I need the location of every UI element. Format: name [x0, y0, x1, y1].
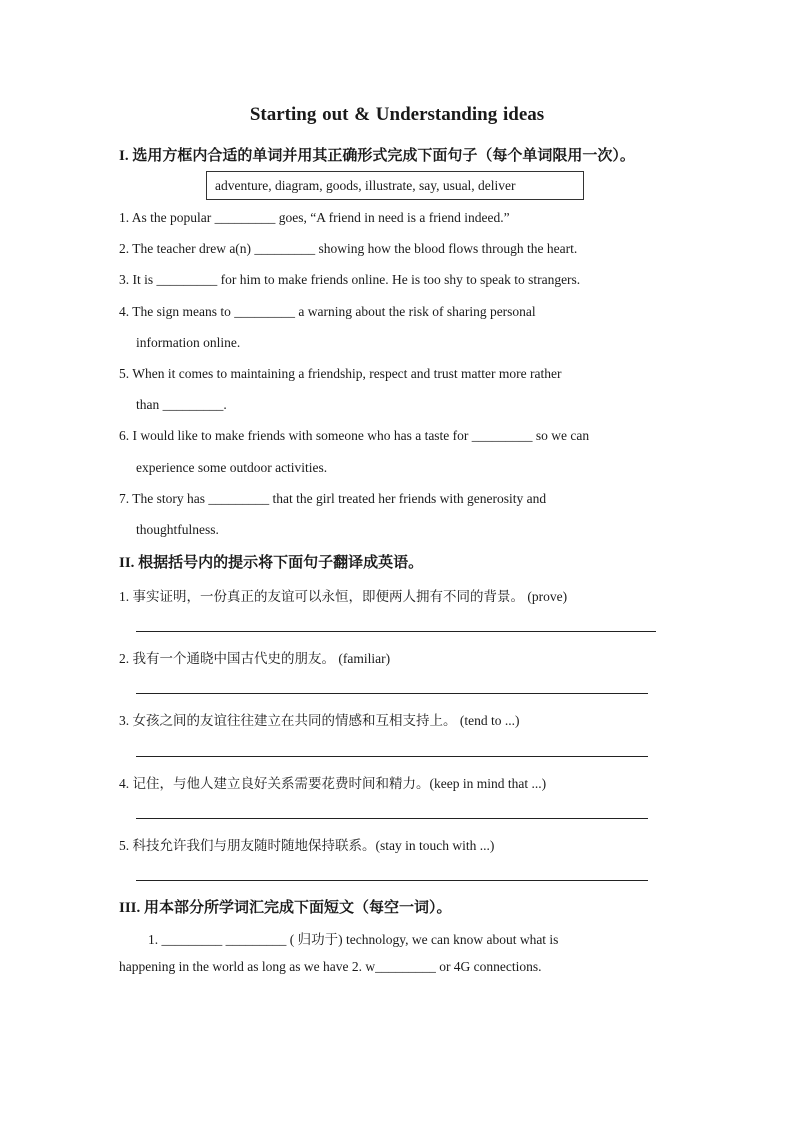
section-2-item-3: 3. 女孩之间的友谊往往建立在共同的情感和互相支持上。 (tend to ...): [119, 713, 520, 728]
word-box: adventure, diagram, goods, illustrate, say, usual, deliver: [206, 171, 584, 200]
section-1-item-4-continuation: information online.: [136, 335, 241, 350]
section-1-item-7-continuation: thoughtfulness.: [136, 522, 219, 537]
section-1-heading: I. 选用方框内合适的单词并用其正确形式完成下面句子（每个单词限用一次）。: [119, 148, 635, 164]
section-3-passage-line-1: 1. _________ _________ ( 归功于) technology, we can know about what is: [148, 932, 559, 947]
section-2-item-5: 5. 科技允许我们与朋友随时随地保持联系。(stay in touch with ...): [119, 838, 495, 853]
section-1-item-2: 2. The teacher drew a(n) _________ showing how the blood flows through the heart.: [119, 241, 578, 256]
section-1-item-6: 6. I would like to make friends with someone who has a taste for _________ so we can: [119, 428, 590, 443]
section-2-heading: II. 根据括号内的提示将下面句子翻译成英语。: [119, 555, 424, 571]
page-title: Starting out & Understanding ideas: [249, 104, 545, 125]
section-1-item-6-continuation: experience some outdoor activities.: [136, 460, 328, 475]
section-1-item-5-continuation: than _________.: [136, 397, 227, 412]
section-2-item-2: 2. 我有一个通晓中国古代史的朋友。 (familiar): [119, 651, 391, 666]
section-1-item-4: 4. The sign means to _________ a warning about the risk of sharing personal: [119, 304, 536, 319]
section-3-passage-line-2: happening in the world as long as we have 2. w_________ or 4G connections.: [119, 959, 542, 974]
answer-line-5[interactable]: [136, 880, 648, 881]
section-1-item-3: 3. It is _________ for him to make friends online. He is too shy to speak to strangers.: [119, 272, 581, 287]
answer-line-4[interactable]: [136, 818, 648, 819]
answer-line-3[interactable]: [136, 756, 648, 757]
section-3-heading: III. 用本部分所学词汇完成下面短文（每空一词）。: [119, 900, 452, 916]
section-1-item-7: 7. The story has _________ that the girl treated her friends with generosity and: [119, 491, 547, 506]
answer-line-1[interactable]: [136, 631, 656, 632]
section-2-item-4: 4. 记住，与他人建立良好关系需要花费时间和精力。(keep in mind that ...): [119, 776, 547, 791]
section-1-item-5: 5. When it comes to maintaining a friendship, respect and trust matter more rather: [119, 366, 562, 381]
answer-line-2[interactable]: [136, 693, 648, 694]
section-1-item-1: 1. As the popular _________ goes, “A friend in need is a friend indeed.”: [119, 210, 510, 225]
section-2-item-1: 1. 事实证明，一份真正的友谊可以永恒，即便两人拥有不同的背景。 (prove): [119, 589, 568, 604]
